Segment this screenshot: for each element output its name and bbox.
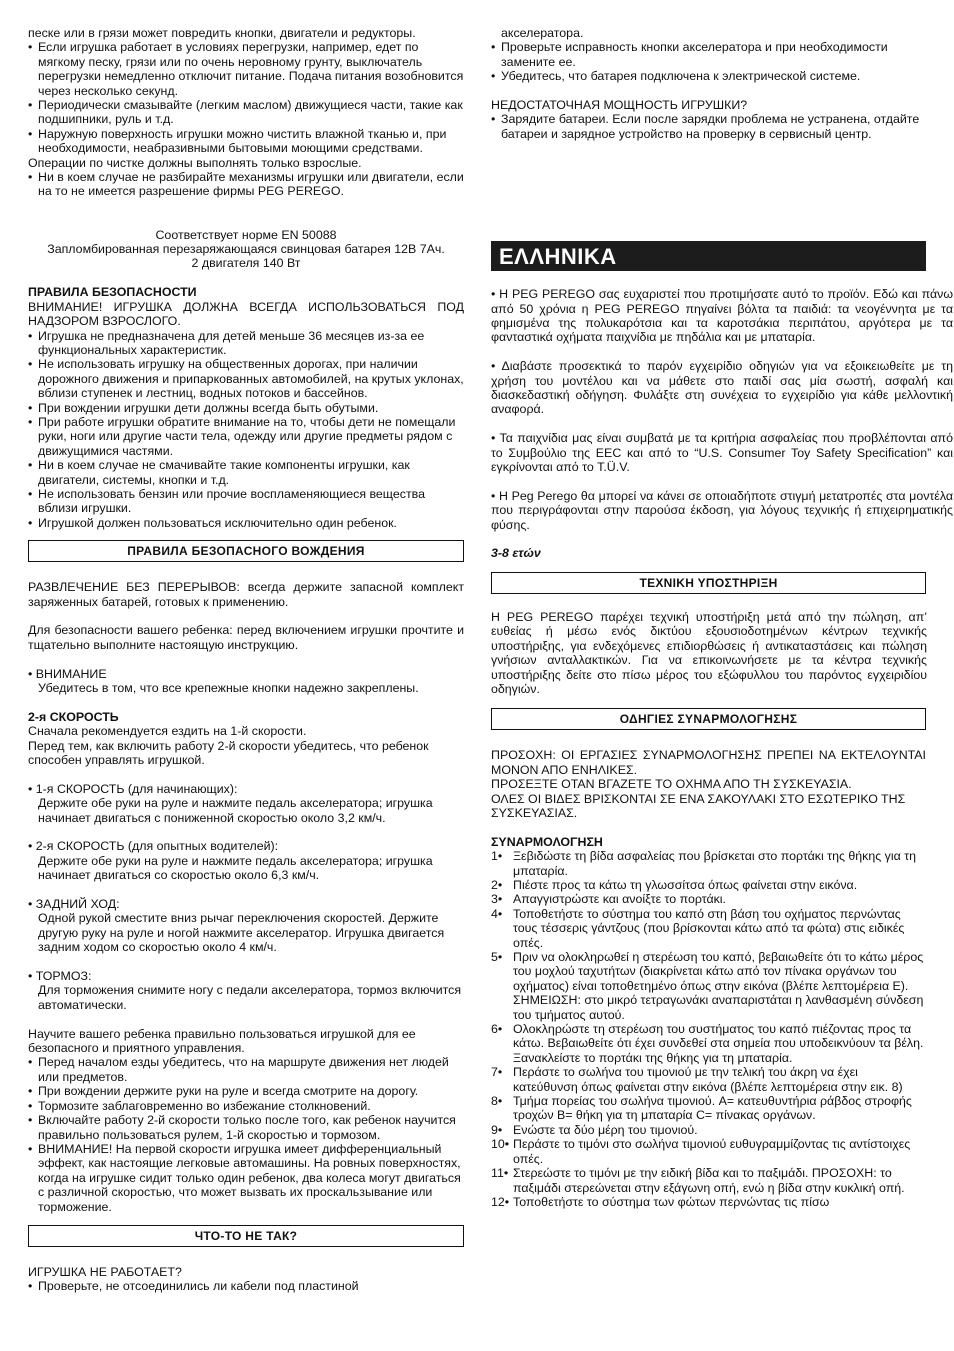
subhead-text: ВНИМАНИЕ [35,666,107,681]
paragraph: Держите обе руки на руле и нажмите педаль акселератора; игрушка начинает двигаться со скоростью около 6,3 км/ч. [38,853,433,883]
step-number: 11• [491,1166,509,1181]
subhead: НЕДОСТАТОЧНАЯ МОЩНОСТЬ ИГРУШКИ? [491,98,748,113]
cleaning-note: Операции по чистке должны выполнять только взрослые. [28,155,362,170]
list-item: • Не использовать игрушку на общественных дорогах, при наличии дорожного движения и припаркованных автомобилей, на крутых уклонах, вблизи ступенек и лестниц, водных потоков и бассейнов. [28,357,464,400]
step-item [491,892,926,906]
step-number: 2• [491,877,503,892]
check-list [491,40,926,83]
step-item [491,878,926,892]
subhead: • 1-я СКОРОСТЬ (для начинающих): [28,781,238,796]
body-text: всегда держите запасной комплект заряженных батарей, готовых к применению. [28,580,464,609]
list-item: • Наружную поверхность игрушки можно чистить влажной тканью и, при необходимости, неабразивными бытовыми моющими средствами. [28,127,464,156]
list-item: • При вождении игрушки дети должны всегда быть обутыми. [28,401,464,415]
subhead: ИГРУШКА НЕ РАБОТАЕТ? [28,1264,182,1279]
section-title: ΣΥΝΑΡΜΟΛΟΓΗΣΗ [491,834,603,849]
paragraph: Держите обе руки на руле и нажмите педаль акселератора; игрушка начинает двигаться с пониженной скоростью около 3,2 км/ч. [38,796,433,825]
subhead-text: ТОРМОЗ: [35,969,92,984]
list-item: • Ни в коем случае не разбирайте механизмы игрушки или двигатели, если на то не имеется разрешение фирмы PEG PEREGO. [28,170,464,199]
battery-line: Запломбированная перезаряжающаяся свинцовая батарея 12В 7Ач. [47,242,445,257]
list-item: • ВНИМАНИЕ! На первой скорости игрушка имеет дифференциальный эффект, как настоящие легковые автомашины. На ровных поверхностях, когда на игрушке сидит только один ребенок, два колеса могут двигаться с различной скоростью, что может вызвать их проскальзывание или торможение. [28,1142,464,1214]
list-item: • Ни в коем случае не смачивайте такие компоненты игрушки, как двигатели, системы, кнопки и т.д. [28,458,464,487]
paragraph: • Διαβάστε προσεκτικά το παρόν εγχειρίδιο οδηγιών για να εξοικειωθείτε με τη χρήση του μοντέλου και να μάθετε στο παιδί σας μία σωστή, ασφαλή και διασκεδαστική οδήγηση. Φυλάξτε στη συνέχεια το εγχειρίδιο για κάθε μελλοντική αναφορά. [491,359,953,417]
step-number: 7• [491,1065,503,1080]
list-item: • Игрушкой должен пользоваться исключительно один ребенок. [28,516,464,530]
list-item: • Зарядите батареи. Если после зарядки проблема не устранена, отдайте батареи и зарядное устройство на проверку в сервисный центр. [491,112,926,141]
step-number: 4• [491,906,503,921]
lead-text: РАЗВЛЕЧЕНИЕ БЕЗ ПЕРЕРЫВОВ: [28,580,240,595]
assembly-steps [491,849,926,1209]
list-item: • Перед началом езды убедитесь, что на маршруте движения нет людей или предметов. [28,1055,464,1084]
list-item: • Не использовать бензин или прочие воспламеняющиеся вещества вблизи игрушки. [28,487,464,516]
step-number: 9• [491,1122,503,1137]
power-list [491,112,926,141]
caution-text: ΠΡΟΣΟΧΗ: ΟΙ ΕΡΓΑΣΙΕΣ ΣΥΝΑΡΜΟΛΟΓΗΣΗΣ ΠΡΕΠΕΙ ΝΑ ΕΚΤΕΛΟΥΝΤΑΙ ΜΟΝΟΝ ΑΠΟ ΕΝΗΛΙΚΕΣ. [491,748,926,777]
paragraph: Сначала рекомендуется ездить на 1-й скорости. [28,724,307,739]
section-header-box: ΤΕΧΝΙΚΗ ΥΠΟΣΤΗΡΙΞΗ [491,572,926,594]
step-item [491,950,926,1022]
step-text: Περάστε το σωλήνα του τιμονιού με την τελική του άκρη να έχει κατεύθυνση όπως φαίνεται στην εικόνα (βλέπε λεπτομέρεια στην εικ. 8) [513,1065,903,1094]
subhead: • 2-я СКОРОСТЬ (для опытных водителей): [28,839,279,854]
step-item [491,1094,926,1123]
step-item [491,1022,926,1065]
caution-text: ΟΛΕΣ ΟΙ ΒΙΔΕΣ ΒΡΙΣΚΟΝΤΑΙ ΣΕ ΕΝΑ ΣΑΚΟΥΛΑΚΙ ΣΤΟ ΕΣΩΤΕΡΙΚΟ ΤΗΣ ΣΥΣΚΕΥΑΣΙΑΣ. [491,791,906,820]
list-item: • При работе игрушки обратите внимание на то, чтобы дети не помещали руки, ноги или другие части тела, одежду или другие предметы рядом с движущимися частями. [28,415,464,458]
step-item [491,1065,926,1094]
list-item: • Тормозите заблаговременно во избежание столкновений. [28,1099,464,1113]
paragraph: • Η PEG PEREGO σας ευχαριστεί που προτιμήσατε αυτό το προϊόν. Εδώ και πάνω από 50 χρόνια η PEG PEREGO πηγαίνει βόλτα τα παιδιά: τα νεογέννητα με τα φημισμένα της πολυκαρότσια και τα καροτσάκια περιπάτου, αργότερα με τα φανταστικά οχήματα παιχνίδια με πηδάλια και με μπαταρία. [491,287,953,345]
right-column [491,26,953,1209]
subhead-text: ЗАДНИЙ ХОД: [35,897,120,912]
paragraph: • Η Peg Perego θα μπορεί να κάνει σε οποιαδήποτε στιγμή μετατροπές στα μοντέλα που περιγράφονται στην παρούσα έκδοση, για λόγους τεχνικής ή επιχειρηματικής φύσης. [491,488,953,532]
step-item [491,1123,926,1137]
step-item [491,1166,926,1195]
step-text: Τμήμα πορείας του σωλήνα τιμονιού. A= κατευθυντήρια ράβδος στροφής τροχών B= θήκη για τη μπαταρία C= πίνακας οργάνων. [513,1094,912,1123]
step-text: Στερεώστε το τιμόνι με την ειδική βίδα και το παξιμάδι. ΠΡΟΣΟΧΗ: το παξιμάδι στερεώνεται στην εξάγωνη οπή, ενώ η βίδα στην κυκλική οπή. [513,1166,905,1195]
paragraph: песке или в грязи может повредить кнопки, двигатели и редукторы. [28,26,416,40]
motors-line: 2 двигателя 140 Вт [191,256,301,271]
step-number: 1• [491,849,503,864]
safety-warning: ВНИМАНИЕ! ИГРУШКА ДОЛЖНА ВСЕГДА ИСПОЛЬЗОВАТЬСЯ ПОД НАДЗОРОМ ВЗРОСЛОГО. [28,299,464,329]
caution-text: ΠΡΟΣΕΞΤΕ ΟΤΑΝ ΒΓΑΖΕΤΕ ΤΟ ΟΧΗΜΑ ΑΠΟ ΤΗ ΣΥΣΚΕΥΑΣΙΑ. [491,777,852,792]
step-text: Πριν να ολοκληρωθεί η στερέωση του καπό, βεβαιωθείτε ότι το κάτω μέρος του μοχλού ταχυτήτων (διακρίνεται κάτω από τον πίνακα οργάνων του οχήματος) είναι τοποθετημένο όπως στην εικόνα (βλέπε λεπτομέρεια E). ΣΗΜΕΙΩΣΗ: στο μικρό τετραγωνάκι αναπαριστάται η λανθασμένη σύνδεση του τμήματος αυτού. [513,950,924,1022]
list-item: • Проверьте исправность кнопки акселератора и при необходимости замените ее. [491,40,926,69]
step-text: Τοποθετήστε το σύστημα των φώτων περνώντας τις πίσω [513,1194,830,1209]
step-number: 10• [491,1137,510,1152]
subhead-text: 2-я СКОРОСТЬ (для опытных водителей): [35,839,279,854]
subhead-text: 1-я СКОРОСТЬ (для начинающих): [35,781,238,796]
subhead: • ЗАДНИЙ ХОД: [28,897,120,912]
paragraph: Для торможения снимите ногу с педали акселератора, тормоз включится автоматически. [38,983,462,1012]
paragraph: Научите вашего ребенка правильно пользоваться игрушкой для ее безопасного и приятного управления. [28,1026,416,1056]
step-text: Ολοκληρώστε τη στερέωση του συστήματος του καπό πιέζοντας προς τα κάτω. Βεβαιωθείτε ότι έχει συνδεθεί στα σημεία που υποδεικνύουν τα βέλη. Ξανακλείστε το πορτάκι της θήκης για τη μπαταρία. [513,1022,924,1065]
paragraph: Для безопасности вашего ребенка: перед включением игрушки прочтите и тщательно выполните настоящую инструкцию. [28,623,464,652]
teach-list [28,1055,464,1213]
list-item: • Включайте работу 2-й скорости только после того, как ребенок научится правильно пользоваться рулем, 1-й скоростью и тормозом. [28,1113,464,1142]
step-text: Τοποθετήστε το σύστημα του καπό στη βάση του οχήματος περνώντας τους τέσσερις γάντζους (που βρίσκονται κάτω από τα φώτα) στις ειδικές οπές. [513,906,905,950]
conformity-line: Соответствует норме EN 50088 [155,227,337,242]
age-range: 3-8 ετών [491,546,541,561]
step-item [491,1195,926,1209]
step-text: Απαγγιστρώστε και ανοίξτε το πορτάκι. [513,892,726,907]
paragraph: Η PEG PEREGO παρέχει τεχνική υποστήριξη μετά από την πώληση, απ’ ευθείας ή μέσω ενός δικτύου εξουσιοδοτημένων κέντρων τεχνικής υποστήριξης, για ενδεχόμενες επιδιορθώσεις ή αντικαταστάσεις και πώληση γνήσιων ανταλλακτικών. Για να επικοινωνήσετε με τα κέντρα τεχνικής υποστήριξης δείτε στο πίσω μέρος του εξώφυλλου του παρόντος εγχειριδίου οδηγιών. [491,609,927,696]
step-text: Πιέστε προς τα κάτω τη γλωσσίτσα όπως φαίνεται στην εικόνα. [513,877,858,892]
step-number: 8• [491,1094,503,1109]
list-item: • При вождении держите руки на руле и всегда смотрите на дорогу. [28,1084,464,1098]
step-item [491,907,926,950]
trouble-list [28,1279,464,1293]
paragraph: Одной рукой сместите вниз рычаг переключения скоростей. Держите другую руку на руле и ногой нажмите акселератор. Игрушка двигается задним ходом со скоростью около 4 км/ч. [38,911,445,955]
paragraph [28,580,464,609]
section-header-box: ЧТО-ТО НЕ ТАК? [28,1225,464,1247]
paragraph: акселератора. [501,26,584,40]
step-text: Ενώστε τα δύο μέρη του τιμονιού. [513,1122,698,1137]
step-number: 12• [491,1194,510,1209]
left-column [28,26,464,1294]
subhead: • ТОРМОЗ: [28,969,92,984]
step-number: 6• [491,1022,503,1037]
step-item [491,1137,926,1166]
subhead: • ВНИМАНИЕ [28,666,107,681]
step-item [491,849,926,878]
section-title: 2-я СКОРОСТЬ [28,709,119,724]
disassembly-list [28,170,464,199]
safety-list [28,329,464,531]
list-item: • Убедитесь, что батарея подключена к электрической системе. [491,69,926,83]
care-list [28,40,464,155]
list-item: • Игрушка не предназначена для детей меньше 36 месяцев из-за ее функциональных характеристик. [28,329,464,358]
paragraph: Убедитесь в том, что все крепежные кнопки надежно закреплены. [38,681,419,695]
step-number: 3• [491,892,503,907]
list-item: • Проверьте, не отсоединились ли кабели под пластиной [28,1279,464,1293]
list-item: • Периодически смазывайте (легким маслом) движущиеся части, такие как подшипники, руль и т.д. [28,98,464,127]
paragraph: Перед тем, как включить работу 2-й скорости убедитесь, что ребенок способен управлять игрушкой. [28,738,429,768]
list-item: • Если игрушка работает в условиях перегрузки, например, едет по мягкому песку, грязи или по очень неровному грунту, выключатель перегрузки немедленно отключит питание. Подача питания возобновится через несколько секунд. [28,40,464,98]
section-header-box: ПРАВИЛА БЕЗОПАСНОГО ВОЖДЕНИЯ [28,540,464,562]
step-text: Περάστε το τιμόνι στο σωλήνα τιμονιού ευθυγραμμίζοντας τις αντίστοιχες οπές. [513,1137,911,1166]
section-header-box: ΟΔΗΓΙΕΣ ΣΥΝΑΡΜΟΛΟΓΗΣΗΣ [491,708,926,730]
step-text: Ξεβιδώστε τη βίδα ασφαλείας που βρίσκεται στο πορτάκι της θήκης για τη μπαταρία. [513,849,916,878]
language-banner: ΕΛΛΗΝΙΚΑ [491,241,926,271]
paragraph: • Τα παιχνίδια μας είναι συμβατά με τα κριτήρια ασφαλείας που προβλέπονται από το Συμβούλιο της EEC και από το “U.S. Consumer Toy Safety Specification” και εγκρίνονται από το T.Ü.V. [491,431,953,475]
section-title: ПРАВИЛА БЕЗОПАСНОСТИ [28,285,197,300]
step-number: 5• [491,950,503,964]
